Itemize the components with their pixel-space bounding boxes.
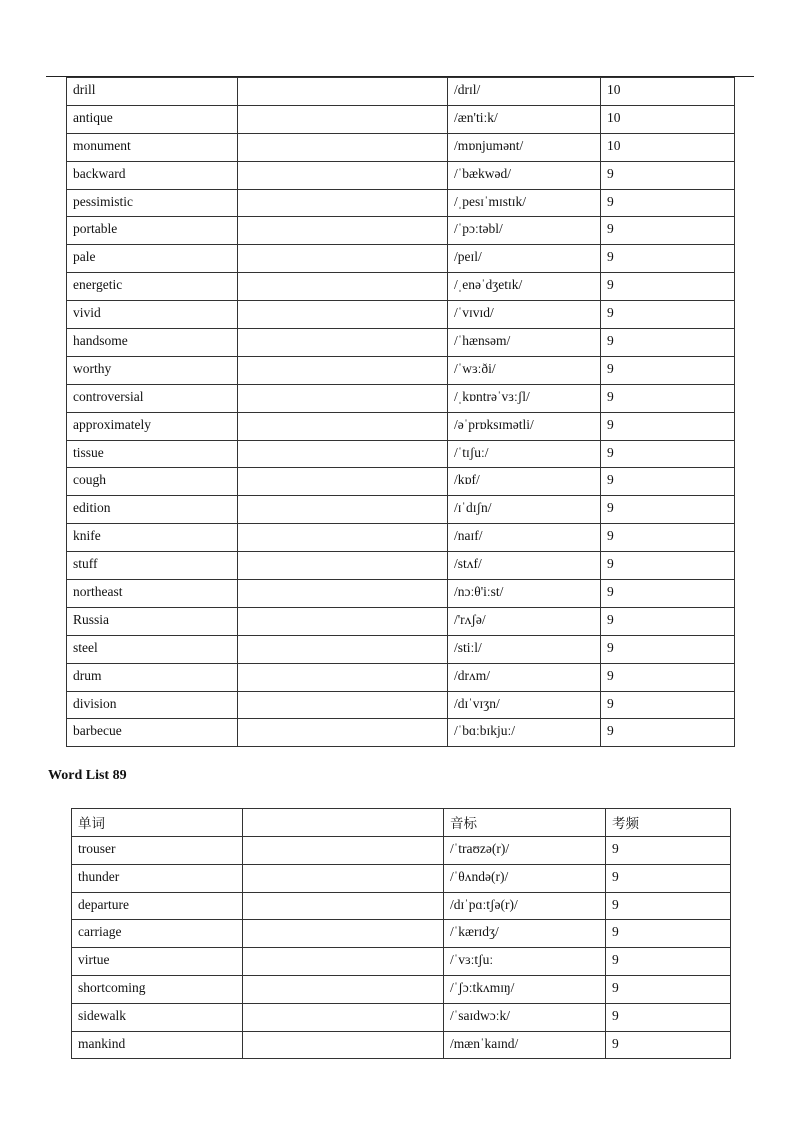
frequency-cell: 9 [601, 663, 735, 691]
table-header-row [72, 809, 731, 837]
word-cell: carriage [72, 920, 243, 948]
phonetic-cell: /stʌf/ [448, 552, 601, 580]
vocabulary-table-continued [66, 77, 735, 747]
phonetic-cell: /ˈkærɪdʒ/ [444, 920, 606, 948]
word-cell: pale [67, 245, 238, 273]
phonetic-cell: /drʌm/ [448, 663, 601, 691]
meaning-cell [238, 524, 448, 552]
phonetic-cell: /kɒf/ [448, 468, 601, 496]
meaning-cell [238, 273, 448, 301]
word-cell: handsome [67, 329, 238, 357]
word-cell: worthy [67, 356, 238, 384]
table-row [67, 105, 735, 133]
table-row [72, 837, 731, 865]
header-phonetic: 音标 [444, 809, 606, 837]
frequency-cell: 9 [606, 920, 731, 948]
table-row [67, 524, 735, 552]
word-cell: cough [67, 468, 238, 496]
frequency-cell: 9 [601, 468, 735, 496]
phonetic-cell: /ˈvɜːtʃuː [444, 948, 606, 976]
phonetic-cell: /peɪl/ [448, 245, 601, 273]
table-row [67, 468, 735, 496]
table-row [72, 948, 731, 976]
frequency-cell: 9 [606, 1003, 731, 1031]
meaning-cell [243, 1031, 444, 1059]
word-cell: edition [67, 496, 238, 524]
frequency-cell: 9 [606, 1031, 731, 1059]
word-cell: sidewalk [72, 1003, 243, 1031]
word-cell: drum [67, 663, 238, 691]
phonetic-cell: /ɪˈdɪʃn/ [448, 496, 601, 524]
word-cell: mankind [72, 1031, 243, 1059]
frequency-cell: 9 [601, 691, 735, 719]
table-row [67, 78, 735, 106]
frequency-cell: 9 [601, 440, 735, 468]
meaning-cell [238, 552, 448, 580]
word-cell: monument [67, 133, 238, 161]
frequency-cell: 9 [601, 580, 735, 608]
table-row [67, 691, 735, 719]
frequency-cell: 9 [601, 635, 735, 663]
word-cell: division [67, 691, 238, 719]
frequency-cell: 9 [606, 837, 731, 865]
phonetic-cell: /ˌenəˈdʒetɪk/ [448, 273, 601, 301]
meaning-cell [238, 468, 448, 496]
table-row [67, 189, 735, 217]
table-row [67, 161, 735, 189]
table-row [67, 412, 735, 440]
table-row [67, 273, 735, 301]
phonetic-cell: /ˈsaɪdwɔːk/ [444, 1003, 606, 1031]
table-row [72, 920, 731, 948]
word-cell: steel [67, 635, 238, 663]
meaning-cell [238, 384, 448, 412]
header-meaning [243, 809, 444, 837]
word-cell: vivid [67, 301, 238, 329]
phonetic-cell: /ˌkɒntrəˈvɜːʃl/ [448, 384, 601, 412]
meaning-cell [243, 975, 444, 1003]
frequency-cell: 9 [601, 329, 735, 357]
phonetic-cell: /ˌpesɪˈmɪstɪk/ [448, 189, 601, 217]
phonetic-cell: /naɪf/ [448, 524, 601, 552]
frequency-cell: 9 [606, 864, 731, 892]
frequency-cell: 10 [601, 105, 735, 133]
phonetic-cell: /əˈprɒksɪmətli/ [448, 412, 601, 440]
phonetic-cell: /ˈtraʊzə(r)/ [444, 837, 606, 865]
phonetic-cell: /ˈbɑːbɪkjuː/ [448, 719, 601, 747]
word-cell: barbecue [67, 719, 238, 747]
vocabulary-table-word-list-89 [71, 808, 731, 1059]
phonetic-cell: /ˈbækwəd/ [448, 161, 601, 189]
word-cell: portable [67, 217, 238, 245]
word-cell: thunder [72, 864, 243, 892]
phonetic-cell: /ˈʃɔːtkʌmɪŋ/ [444, 975, 606, 1003]
table-row [67, 663, 735, 691]
phonetic-cell: /dɪˈpɑːtʃə(r)/ [444, 892, 606, 920]
frequency-cell: 9 [601, 524, 735, 552]
meaning-cell [238, 691, 448, 719]
frequency-cell: 9 [606, 892, 731, 920]
table-row [67, 635, 735, 663]
frequency-cell: 9 [601, 719, 735, 747]
meaning-cell [238, 719, 448, 747]
table-row [67, 580, 735, 608]
word-cell: trouser [72, 837, 243, 865]
meaning-cell [238, 440, 448, 468]
meaning-cell [238, 245, 448, 273]
table-row [67, 607, 735, 635]
table-row [67, 356, 735, 384]
header-word: 单词 [72, 809, 243, 837]
meaning-cell [238, 496, 448, 524]
word-cell: shortcoming [72, 975, 243, 1003]
frequency-cell: 9 [601, 356, 735, 384]
phonetic-cell: /ˈwɜːði/ [448, 356, 601, 384]
word-cell: antique [67, 105, 238, 133]
frequency-cell: 9 [601, 384, 735, 412]
table-row [72, 1003, 731, 1031]
frequency-cell: 10 [601, 78, 735, 106]
table-row [67, 245, 735, 273]
meaning-cell [238, 607, 448, 635]
word-cell: energetic [67, 273, 238, 301]
table-row [67, 440, 735, 468]
phonetic-cell: /nɔːθ'iːst/ [448, 580, 601, 608]
phonetic-cell: /ˈtɪʃuː/ [448, 440, 601, 468]
word-cell: stuff [67, 552, 238, 580]
word-cell: tissue [67, 440, 238, 468]
table-row [67, 496, 735, 524]
word-cell: backward [67, 161, 238, 189]
frequency-cell: 10 [601, 133, 735, 161]
word-cell: knife [67, 524, 238, 552]
table-row [67, 133, 735, 161]
table-row [67, 217, 735, 245]
frequency-cell: 9 [601, 161, 735, 189]
table-row [67, 719, 735, 747]
table-row [67, 301, 735, 329]
frequency-cell: 9 [601, 217, 735, 245]
meaning-cell [238, 635, 448, 663]
table-row [67, 384, 735, 412]
frequency-cell: 9 [606, 975, 731, 1003]
phonetic-cell: /'rʌʃə/ [448, 607, 601, 635]
frequency-cell: 9 [601, 496, 735, 524]
word-cell: northeast [67, 580, 238, 608]
word-cell: pessimistic [67, 189, 238, 217]
frequency-cell: 9 [601, 607, 735, 635]
word-cell: controversial [67, 384, 238, 412]
meaning-cell [238, 663, 448, 691]
phonetic-cell: /mænˈkaɪnd/ [444, 1031, 606, 1059]
word-list-heading: Word List 89 [48, 768, 127, 783]
meaning-cell [243, 864, 444, 892]
phonetic-cell: /ˈhænsəm/ [448, 329, 601, 357]
meaning-cell [238, 78, 448, 106]
phonetic-cell: /drɪl/ [448, 78, 601, 106]
phonetic-cell: /æn'tiːk/ [448, 105, 601, 133]
meaning-cell [238, 329, 448, 357]
meaning-cell [243, 920, 444, 948]
phonetic-cell: /ˈpɔːtəbl/ [448, 217, 601, 245]
meaning-cell [238, 356, 448, 384]
meaning-cell [238, 105, 448, 133]
meaning-cell [243, 948, 444, 976]
table-row [67, 329, 735, 357]
phonetic-cell: /ˈθʌndə(r)/ [444, 864, 606, 892]
meaning-cell [238, 189, 448, 217]
frequency-cell: 9 [601, 412, 735, 440]
meaning-cell [238, 301, 448, 329]
frequency-cell: 9 [601, 301, 735, 329]
frequency-cell: 9 [601, 189, 735, 217]
word-cell: departure [72, 892, 243, 920]
phonetic-cell: /dɪˈvɪʒn/ [448, 691, 601, 719]
meaning-cell [243, 1003, 444, 1031]
table-row [72, 1031, 731, 1059]
table-row [72, 864, 731, 892]
frequency-cell: 9 [606, 948, 731, 976]
word-cell: Russia [67, 607, 238, 635]
header-frequency: 考频 [606, 809, 731, 837]
word-cell: virtue [72, 948, 243, 976]
meaning-cell [238, 412, 448, 440]
phonetic-cell: /stiːl/ [448, 635, 601, 663]
phonetic-cell: /ˈvɪvɪd/ [448, 301, 601, 329]
word-cell: drill [67, 78, 238, 106]
meaning-cell [238, 217, 448, 245]
frequency-cell: 9 [601, 245, 735, 273]
frequency-cell: 9 [601, 273, 735, 301]
meaning-cell [238, 133, 448, 161]
meaning-cell [238, 161, 448, 189]
meaning-cell [238, 580, 448, 608]
table-row [72, 892, 731, 920]
meaning-cell [243, 892, 444, 920]
frequency-cell: 9 [601, 552, 735, 580]
table-row [67, 552, 735, 580]
phonetic-cell: /mɒnjumənt/ [448, 133, 601, 161]
table-row [72, 975, 731, 1003]
word-cell: approximately [67, 412, 238, 440]
meaning-cell [243, 837, 444, 865]
